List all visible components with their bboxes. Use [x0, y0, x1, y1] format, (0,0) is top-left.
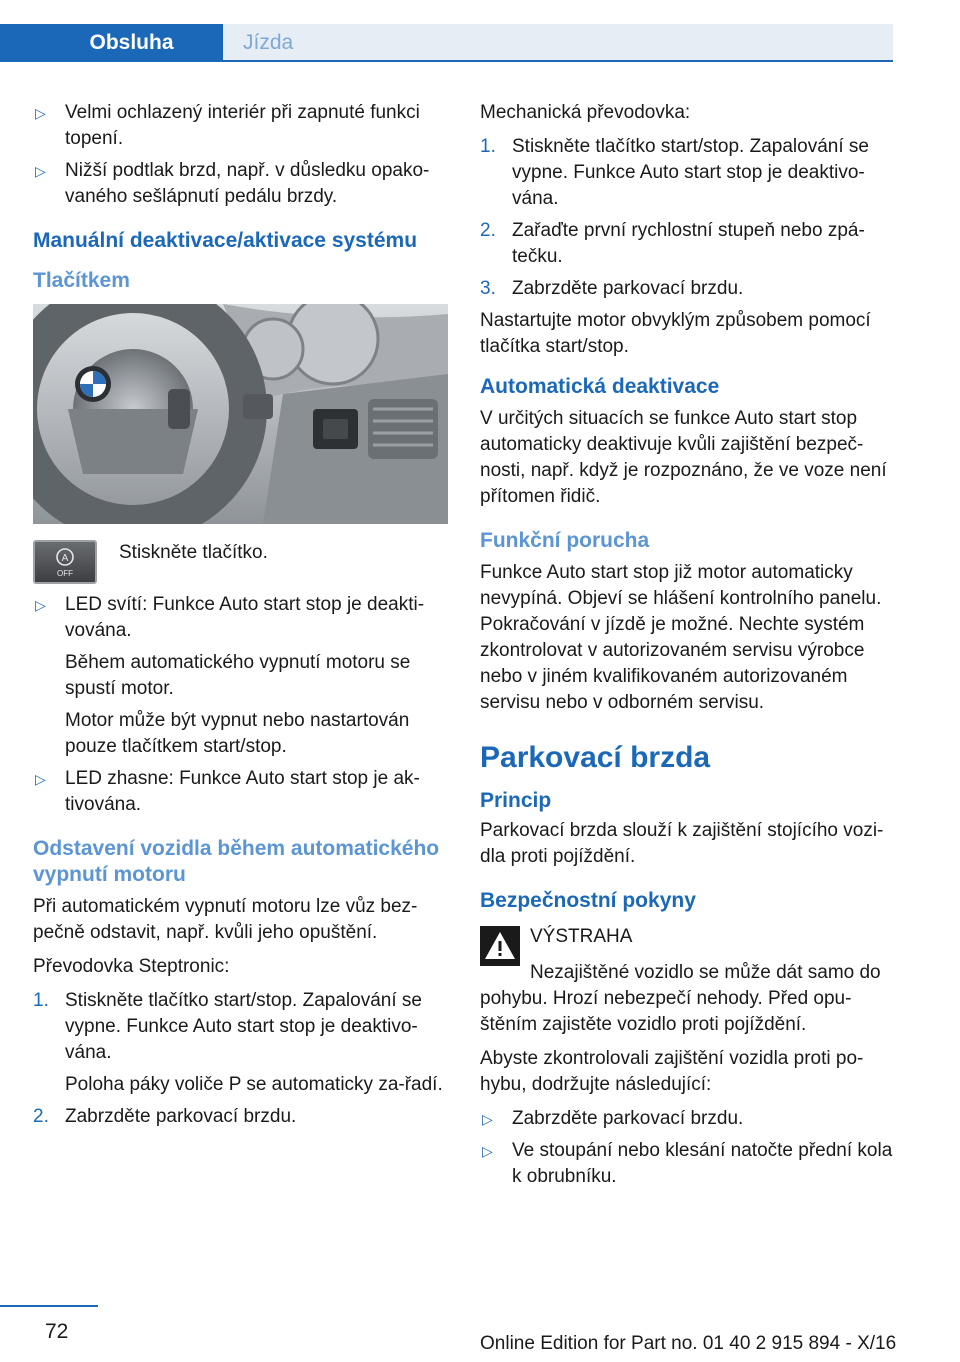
paragraph: Funkce Auto start stop již motor automaticky nevypíná. Objeví se hlášení kontrolního panelu. Pokračování v jízdě je možné. Nechte systém zkontrolovat v autorizovaném servisu výrobce nebo v jiném kvalifikovaném autorizovaném servisu nebo v odborném servisu.	[480, 562, 882, 713]
paragraph: Nastartujte motor obvyklým způsobem pomocí tlačítka start/stop.	[480, 310, 871, 357]
footer-divider	[0, 1305, 98, 1307]
warning-title: VÝSTRAHA	[530, 926, 633, 947]
bullet-text: LED zhasne: Funkce Auto start stop je ak‐tivována.	[65, 768, 420, 815]
bullet-led-off	[33, 766, 448, 818]
paragraph: V určitých situacích se funkce Auto start stop automaticky deaktivuje kvůli zajištění bezpeč‐nosti, např. když je rozpoznáno, že ve voze není přítomen řidič.	[480, 408, 887, 507]
dashboard-photo	[33, 304, 448, 524]
bullet-led-on	[33, 592, 448, 760]
button-caption: Stiskněte tlačítko.	[119, 542, 268, 563]
bullet-subtext: Během automatického vypnutí motoru se spustí motor.	[65, 652, 411, 699]
left-column	[33, 100, 448, 1136]
step-text: Zabrzděte parkovací brzdu.	[512, 278, 744, 299]
manual-gearbox-label: Mechanická převodovka:	[480, 102, 691, 123]
triangle-bullet-icon: ▷	[482, 1143, 493, 1159]
step-number: 3.	[480, 278, 496, 299]
steptronic-label: Převodovka Steptronic:	[33, 956, 230, 977]
step-subtext: Poloha páky voliče P se automaticky za‐řadí.	[65, 1074, 443, 1095]
triangle-bullet-icon: ▷	[35, 771, 46, 787]
warning-triangle-icon	[480, 926, 520, 966]
step-number: 1.	[480, 136, 496, 157]
bullet-item	[480, 1138, 900, 1190]
step-text: Zabrzděte parkovací brzdu.	[65, 1106, 297, 1127]
page-number: 72	[45, 1320, 69, 1343]
bullet-text: Ve stoupání nebo klesání natočte přední kola k obrubníku.	[512, 1140, 893, 1187]
warning-text: Nezajištěné vozidlo se může dát samo do pohybu. Hrozí nebezpečí nehody. Před opu‐štěním zajistěte vozidlo proti pojíždění.	[480, 962, 881, 1035]
button-caption-row	[33, 540, 448, 584]
heading-parking-brake: Parkovací brzda	[480, 741, 711, 774]
triangle-bullet-icon: ▷	[35, 105, 46, 121]
numbered-step	[480, 218, 900, 270]
triangle-bullet-icon: ▷	[35, 163, 46, 179]
heading-malfunction: Funkční porucha	[480, 529, 650, 552]
tab-obsluha[interactable]: Obsluha	[0, 24, 223, 61]
tab-jizda[interactable]: Jízda	[223, 24, 893, 61]
step-text: Zařaďte první rychlostní stupeň nebo zpá‐tečku.	[512, 220, 865, 267]
heading-automatic-deactivation: Automatická deaktivace	[480, 375, 720, 398]
heading-safety-notes: Bezpečnostní pokyny	[480, 889, 696, 912]
section-tabs	[0, 0, 893, 62]
paragraph: Parkovací brzda slouží k zajištění stojícího vozi‐dla proti pojíždění.	[480, 820, 884, 867]
bullet-text: Zabrzděte parkovací brzdu.	[512, 1108, 744, 1129]
heading-parking-during-stop: Odstavení vozidla během automatického vypnutí motoru	[33, 837, 440, 886]
step-number: 1.	[33, 990, 49, 1011]
numbered-step	[33, 988, 448, 1098]
step-text: Stiskněte tlačítko start/stop. Zapalování se vypne. Funkce Auto start stop je deaktivo‐vána.	[65, 990, 422, 1063]
svg-text:A: A	[61, 553, 69, 564]
bullet-text: Velmi ochlazený interiér při zapnuté funkci topení.	[65, 102, 420, 149]
heading-manual-deactivation: Manuální deaktivace/aktivace systému	[33, 229, 418, 252]
step-number: 2.	[480, 220, 496, 241]
numbered-step	[480, 276, 900, 302]
heading-button: Tlačítkem	[33, 269, 130, 292]
bullet-text: Nižší podtlak brzd, např. v důsledku opako‐vaného sešlápnutí pedálu brzdy.	[65, 160, 430, 207]
heading-principle: Princip	[480, 789, 552, 812]
step-number: 2.	[33, 1106, 49, 1127]
steering-wheel-illustration	[33, 304, 448, 524]
paragraph: Při automatickém vypnutí motoru lze vůz bez‐pečně odstavit, např. kvůli jeho opuštění.	[33, 896, 418, 943]
footer-edition: Online Edition for Part no. 01 40 2 915 894 - X/16	[480, 1333, 897, 1354]
numbered-step	[33, 1104, 448, 1130]
numbered-step	[480, 134, 900, 212]
step-text: Stiskněte tlačítko start/stop. Zapalování se vypne. Funkce Auto start stop je deaktivo‐vána.	[512, 136, 869, 209]
button-icon-off-label: OFF	[57, 569, 73, 578]
bullet-item	[33, 158, 448, 210]
triangle-bullet-icon: ▷	[482, 1111, 493, 1127]
bullet-text: LED svítí: Funkce Auto start stop je deakti‐vována.	[65, 594, 425, 641]
bullet-item	[33, 100, 448, 152]
auto-start-stop-button-icon	[33, 540, 97, 584]
triangle-bullet-icon: ▷	[35, 597, 46, 613]
paragraph: Abyste zkontrolovali zajištění vozidla proti po‐hybu, dodržujte následující:	[480, 1048, 864, 1095]
header-divider	[0, 60, 893, 62]
bullet-subtext: Motor může být vypnut nebo nastartován pouze tlačítkem start/stop.	[65, 710, 410, 757]
bullet-item	[480, 1106, 900, 1132]
right-column	[480, 100, 900, 1196]
